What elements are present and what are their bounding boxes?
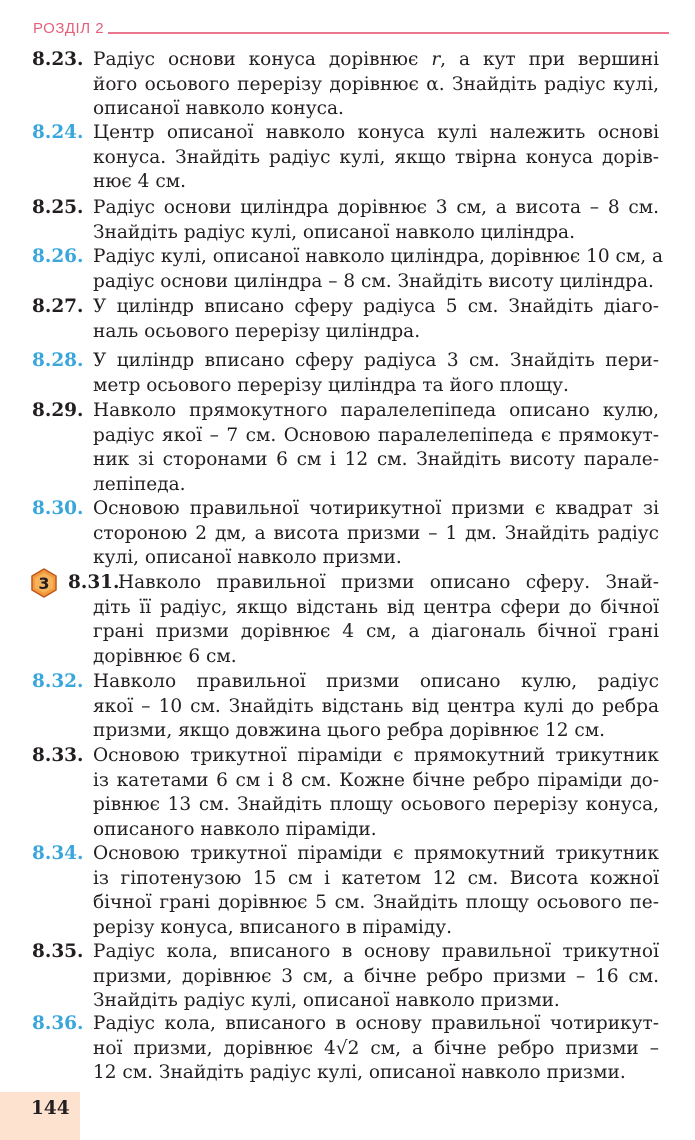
problem-number: 8.26. xyxy=(32,246,84,267)
problem-text-line: У циліндр вписано сферу радіуса 5 см. Знайдіть діаго- xyxy=(93,296,659,317)
problem-text-line: Навколо прямокутного паралелепіпеда описано кулю, xyxy=(93,400,659,421)
problem-text-line: ної призми, дорівнює 4√2 см, а бічне ребро призми – xyxy=(93,1037,659,1059)
problem-text-line: бічної грані дорівнює 5 см. Знайдіть площу осьового пе- xyxy=(93,892,659,913)
problem-text-line: Знайдіть радіус кулі, описаної навколо циліндра. xyxy=(93,221,575,243)
problem-text xyxy=(93,48,659,122)
difficulty-level-label: 3 xyxy=(38,574,50,593)
problem-text-line: призми, дорівнює 3 см, а бічне ребро призми – 16 см. xyxy=(93,965,659,987)
problem-text-line: Радіус основи циліндра дорівнює 3 см, а висота – 8 см. xyxy=(93,197,659,218)
problem-text xyxy=(93,670,659,744)
problem-text xyxy=(93,121,659,195)
problem-number: 8.30. xyxy=(32,498,84,519)
problem-text-line: якої – 10 см. Знайдіть відстань від центра кулі до ребра xyxy=(93,695,659,717)
problem-number: 8.34. xyxy=(32,843,84,864)
problem-number: 8.23. xyxy=(32,49,84,70)
header-rule xyxy=(108,32,669,34)
problem-text-line: Навколо правильної призми описано кулю, радіус xyxy=(93,671,659,692)
problem-text-line: ник зі сторонами 6 см і 12 см. Знайдіть висоту парале- xyxy=(93,449,659,470)
page-header xyxy=(0,8,695,48)
problem-text-line: метр осьового перерізу циліндра та його площу. xyxy=(93,374,569,396)
problem-text-line: Основою правильної чотирикутної призми є квадрат зі xyxy=(93,498,659,519)
problem-text xyxy=(93,842,659,940)
problem-text-line: Радіус кола, вписаного в основу правильної чотирикут- xyxy=(93,1013,659,1034)
problem-number: 8.35. xyxy=(32,941,84,962)
problem-text-line: Центр описаної навколо конуса кулі належить основі xyxy=(93,122,659,143)
problem-text-line: Радіус кулі, описаної навколо циліндра, дорівнює 10 см, а xyxy=(93,246,664,267)
problem-text-line: Радіус кола, вписаного в основу правильної трикутної xyxy=(93,941,659,962)
problem-text-line: Основою трикутної піраміди є прямокутний трикутник xyxy=(93,843,659,864)
problem-text-line: кулі, описаної навколо призми. xyxy=(93,547,402,568)
problem-text xyxy=(93,571,659,669)
problem-text xyxy=(93,744,659,842)
difficulty-level-icon xyxy=(29,568,59,598)
problem-text-line: конуса. Знайдіть радіус кулі, якщо твірна конуса дорів- xyxy=(93,146,659,168)
problem-text-line: лепіпеда. xyxy=(93,473,186,495)
problem-number: 8.24. xyxy=(32,122,84,143)
problem-text-line: рівнює 13 см. Знайдіть площу осьового перерізу конуса, xyxy=(93,794,659,815)
problem-text xyxy=(93,245,664,294)
problem-text-line: Знайдіть радіус кулі, описаної навколо призми. xyxy=(93,990,560,1011)
problem-number: 8.32. xyxy=(32,671,84,692)
problem-text xyxy=(93,497,659,571)
problem-text-line: дорівнює 6 см. xyxy=(93,645,237,667)
problem-text-line: Навколо правильної призми описано сферу. Знай- xyxy=(118,572,659,593)
problem-text xyxy=(93,940,659,1014)
problem-text-line: наль осьового перерізу циліндра. xyxy=(93,320,421,342)
problem-text-line: із гіпотенузою 15 см і катетом 12 см. Висота кожної xyxy=(93,867,659,889)
problem-text xyxy=(93,196,659,245)
problem-text-line: діть її радіус, якщо відстань від центра сфери до бічної xyxy=(93,596,659,618)
problem-text-line: рерізу конуса, вписаного в піраміду. xyxy=(93,916,452,938)
problem-text-line: описаного навколо піраміди. xyxy=(93,818,377,840)
problem-text-line: радіус якої – 7 см. Основою паралелепіпеда є прямокут- xyxy=(93,424,659,446)
problem-text-line: У циліндр вписано сферу радіуса 3 см. Знайдіть пери- xyxy=(93,350,659,371)
problem-text-line: Радіус основи конуса дорівнює r, а кут при вершині xyxy=(93,49,659,70)
problem-text-line: нює 4 см. xyxy=(93,171,186,192)
problem-text-line: 12 см. Знайдіть радіус кулі, описаної навколо призми. xyxy=(93,1062,626,1083)
problem-text xyxy=(93,349,659,398)
problem-number: 8.27. xyxy=(32,296,84,317)
section-label: РОЗДІЛ 2 xyxy=(33,20,105,37)
problem-text xyxy=(93,399,659,497)
problem-number: 8.25. xyxy=(32,197,84,218)
problem-text-line: із катетами 6 см і 8 см. Кожне бічне ребро піраміди до- xyxy=(93,769,659,791)
problem-number: 8.31. xyxy=(68,572,120,593)
problem-text-line: описаної навколо конуса. xyxy=(93,98,344,119)
problem-text-line: стороною 2 дм, а висота призми – 1 дм. Знайдіть радіус xyxy=(93,522,659,544)
problem-number: 8.29. xyxy=(32,400,84,421)
problem-text-line: Основою трикутної піраміди є прямокутний трикутник xyxy=(93,745,659,766)
problem-text-line: його осьового перерізу дорівнює α. Знайдіть радіус кулі, xyxy=(93,73,659,95)
problem-number: 8.36. xyxy=(32,1013,84,1034)
problem-text-line: призми, якщо довжина цього ребра дорівнює 12 см. xyxy=(93,720,605,741)
problem-text xyxy=(93,295,659,344)
problem-text-line: грані призми дорівнює 4 см, а діагональ бічної грані xyxy=(93,621,659,642)
problem-number: 8.28. xyxy=(32,350,84,371)
problem-text-line: радіус основи циліндра – 8 см. Знайдіть висоту циліндра. xyxy=(93,270,654,292)
problem-number: 8.33. xyxy=(32,745,84,766)
problem-text xyxy=(93,1012,659,1086)
page-number: 144 xyxy=(31,1098,70,1119)
